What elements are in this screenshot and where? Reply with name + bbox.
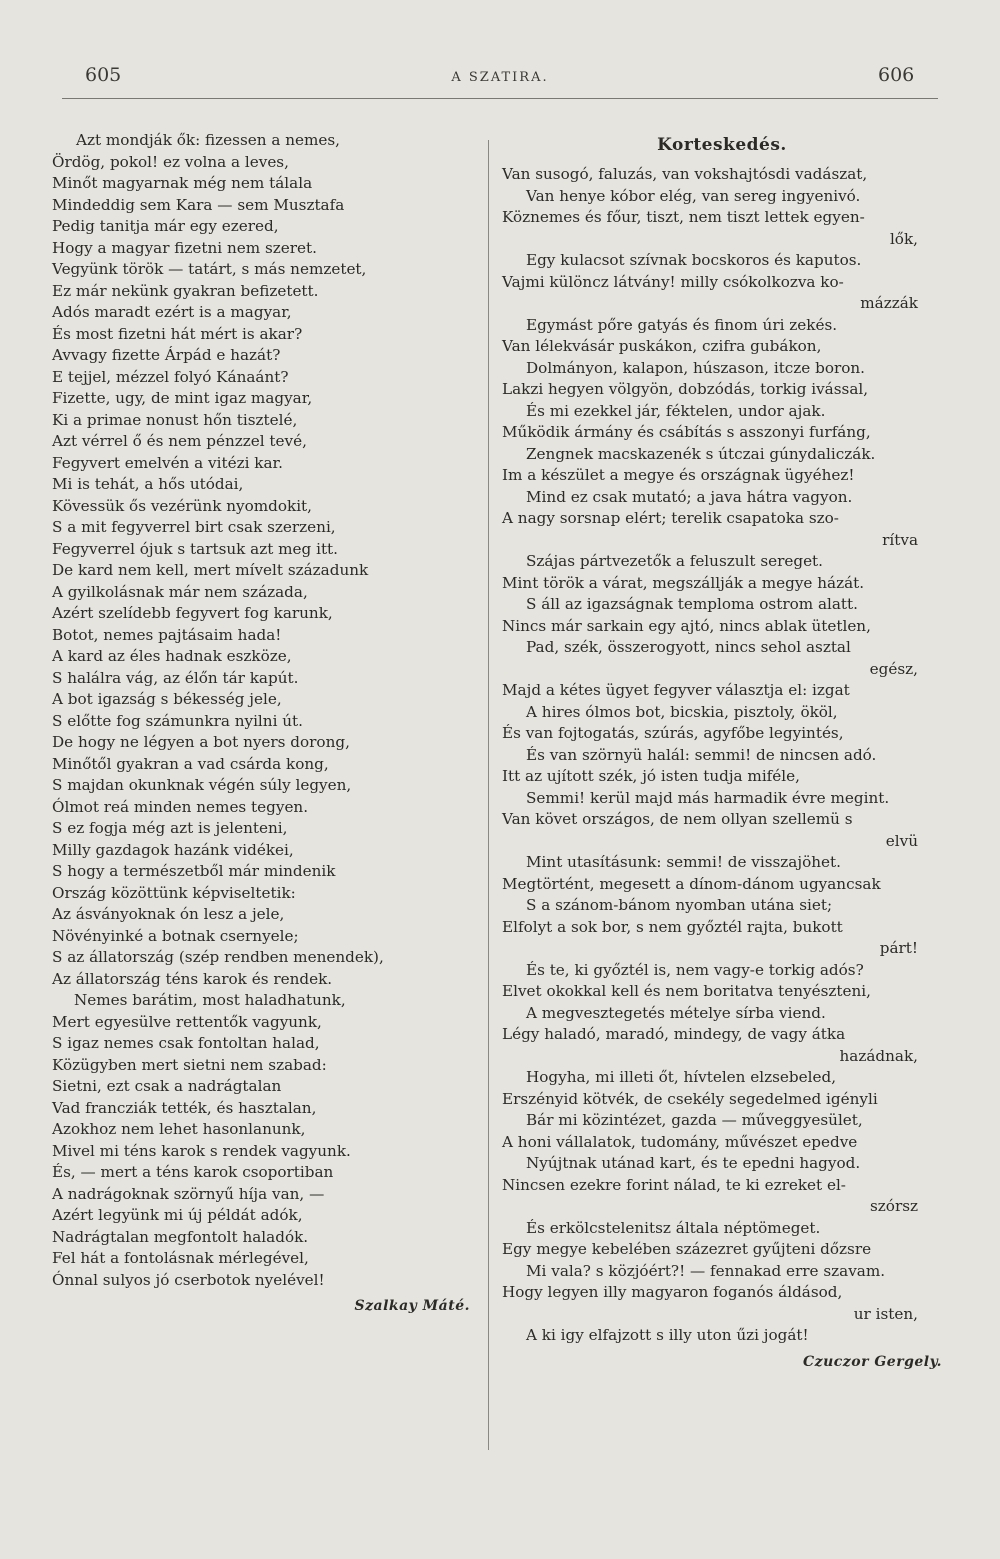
poem-line: Mint utasításunk: semmi! de visszajöhet. [526, 853, 841, 871]
poem-line: Fegyvert emelvén a vitézi kar. [52, 453, 283, 472]
poem-line: Megtörtént, megesett a dínom-dánom ugyancsak [502, 874, 881, 893]
poem-line: A megvesztegetés mételye sírba viend. [526, 1003, 826, 1022]
poem-line: S az állatország (szép rendben menendek), [52, 948, 384, 966]
poem-line: Ez már nekünk gyakran befizetett. [52, 281, 319, 300]
poem-line: Növényinké a botnak csernyele; [52, 926, 299, 945]
poem-line: Ország közöttünk képviseltetik: [52, 883, 296, 902]
poem-line: Majd a kétes ügyet fegyver választja el: izgat [502, 681, 850, 699]
poem-line: Ónnal sulyos jó cserbotok nyelével! [52, 1270, 325, 1289]
poem-line: Ólmot reá minden nemes tegyen. [52, 797, 309, 816]
poem-line: Azért legyünk mi új példát adók, [52, 1206, 303, 1224]
poem-line: Azt vérrel ő és nem pénzzel tevé, [52, 432, 307, 450]
poem-line: Sietni, ezt csak a nadrágtalan [52, 1077, 282, 1095]
poem-line: Lakzi hegyen völgyön, dobzódás, torkig ivással, [502, 380, 869, 398]
poem-line: Vad francziák tették, és hasztalan, [52, 1098, 317, 1117]
poem-line: Pedig tanitja már egy ezered, [52, 217, 279, 235]
poem-line: Nyújtnak utánad kart, és te epedni hagyod. [526, 1154, 861, 1172]
poem-line: Semmi! kerül majd más harmadik évre megint. [526, 788, 890, 807]
poem-line: A nadrágoknak szörnyű híja van, — [52, 1184, 325, 1203]
poem-line: Kövessük ős vezérünk nyomdokit, [52, 496, 312, 515]
poem-line: S igaz nemes csak fontoltan halad, [52, 1034, 320, 1052]
poem-line: lők, [889, 229, 918, 248]
poem-line: A kard az éles hadnak eszköze, [52, 647, 292, 665]
poem-line: szórsz [870, 1197, 918, 1215]
column-divider [488, 140, 489, 1450]
poem-line: S halálra vág, az élőn tár kapút. [52, 668, 299, 687]
poem-line: S hogy a természetből már mindenik [52, 862, 336, 880]
poem-line: hazádnak, [839, 1046, 918, 1065]
poem-line: A hires ólmos bot, bicskia, pisztoly, ököl, [526, 702, 838, 721]
poem-line: Az ásványoknak ón lesz a jele, [52, 905, 285, 923]
poem-line: Zengnek macskazenék s útczai gúnydaliczák. [526, 444, 876, 463]
poem-line: A bot igazság s békesség jele, [52, 690, 282, 708]
poem-line: Minőtől gyakran a vad csárda kong, [52, 754, 329, 773]
right-column-poem [502, 130, 942, 1373]
poem-line: Hogy a magyar fizetni nem szeret. [52, 238, 317, 257]
poem-line: Van henye kóbor elég, van sereg ingyenivó. [526, 186, 861, 205]
poem-line: Vajmi különcz látvány! milly csókolkozva ko- [502, 272, 844, 291]
poem-line: mázzák [860, 294, 918, 312]
poem-line: Elfolyt a sok bor, s nem győztél rajta, bukott [502, 917, 843, 936]
poem-line: Bár mi közintézet, gazda — műveggyesület, [526, 1111, 863, 1129]
poem-line: Hogyha, mi illeti őt, hívtelen elzsebeled, [526, 1068, 837, 1086]
poem-line: egész, [869, 659, 918, 678]
left-column-poem [52, 130, 470, 1317]
header-rule [62, 98, 938, 99]
poem-line: A ki igy elfajzott s illy uton űzi jogát! [526, 1326, 809, 1344]
poem-line: Közügyben mert sietni nem szabad: [52, 1055, 327, 1074]
poem-line: Hogy legyen illy magyaron foganós áldásod, [502, 1283, 843, 1301]
poem-line: Egy megye kebelében százezret gyűjteni dőzsre [502, 1240, 872, 1258]
poem-line: Nemes barátim, most haladhatunk, [74, 991, 346, 1009]
poem-line: Itt az ujított szék, jó isten tudja miféle, [502, 767, 800, 785]
poem-line: Működik ármány és csábítás s asszonyi furfáng, [502, 423, 871, 441]
poem-line: S a mit fegyverrel birt csak szerzeni, [52, 518, 336, 536]
poem-line: De kard nem kell, mert mívelt századunk [52, 561, 369, 579]
poem-line: Mivel mi téns karok s rendek vagyunk. [52, 1141, 351, 1160]
poem-line: És van fojtogatás, szúrás, agyfőbe legyintés, [502, 724, 844, 742]
poem-line: Minőt magyarnak még nem tálala [52, 174, 313, 192]
poem-line: A nagy sorsnap elért; terelik csapatoka szo- [502, 509, 839, 527]
poem-line: Im a készület a megye és országnak ügyéhez! [502, 466, 855, 484]
poem-line: És erkölcstelenitsz általa néptömeget. [526, 1218, 821, 1237]
poem-line: Mint török a várat, megszállják a megye házát. [502, 573, 865, 592]
running-title: A SZATIRA. [451, 70, 549, 85]
page-number-right: 606 [878, 64, 915, 86]
poem-line: Van lélekvásár puskákon, czifra gubákon, [502, 337, 822, 355]
poem-line: Avvagy fizette Árpád e hazát? [52, 346, 281, 364]
poem-line: Elvet okokkal kell és nem boritatva tenyészteni, [502, 982, 871, 1000]
poem-line: És van szörnyü halál: semmi! de nincsen adó. [526, 745, 877, 764]
poem-line: S áll az igazságnak temploma ostrom alatt. [526, 595, 858, 613]
poem-line: Légy haladó, maradó, mindegy, de vagy átka [502, 1025, 846, 1043]
poem-line: Vegyünk török — tatárt, s más nemzetet, [52, 260, 367, 278]
poem-line: Azért szelídebb fegyvert fog karunk, [52, 604, 333, 622]
poem-line: Az állatország téns karok és rendek. [52, 969, 333, 988]
poem-line: És, — mert a téns karok csoportiban [52, 1163, 334, 1181]
poem-line: Van susogó, faluzás, van vokshajtósdi vadászat, [502, 165, 868, 183]
poem-line: Egy kulacsot szívnak bocskoros és kaputos. [526, 251, 862, 269]
poem-line: Ki a primae nonust hőn tisztelé, [52, 410, 298, 429]
poem-line: Adós maradt ezért is a magyar, [52, 303, 292, 321]
poem-line: elvü [885, 831, 918, 850]
poem-line: S ez fogja még azt is jelenteni, [52, 819, 288, 837]
poem-line: Nincs már sarkain egy ajtó, nincs ablak ütetlen, [502, 616, 871, 635]
poem-line: Mi is tehát, a hős utódai, [52, 475, 244, 493]
poem-line: A honi vállalatok, tudomány, művészet epedve [502, 1132, 858, 1151]
poem-line: Dolmányon, kalapon, húszason, itcze boron. [526, 358, 865, 377]
poem-line: rítva [882, 530, 918, 549]
poem-line: De hogy ne légyen a bot nyers dorong, [52, 733, 350, 751]
poem-line: E tejjel, mézzel folyó Kánaánt? [52, 367, 289, 386]
poem-line: párt! [879, 939, 918, 957]
poem-line: Szájas pártvezetők a feluszult sereget. [526, 552, 823, 570]
author-signature: Szalkay Máté. [354, 1298, 470, 1314]
poem-line: Van követ országos, de nem ollyan szellemü s [502, 810, 853, 828]
poem-line: S a szánom-bánom nyomban utána siet; [526, 896, 833, 914]
poem-line: Pad, szék, összerogyott, nincs sehol asztal [526, 638, 851, 656]
poem-line: S előtte fog számunkra nyilni út. [52, 711, 303, 730]
poem-line: Egymást pőre gatyás és finom úri zekés. [526, 315, 838, 334]
poem-line: S majdan okunknak végén súly legyen, [52, 776, 352, 794]
poem-line: Mindeddig sem Kara — sem Musztafa [52, 195, 345, 214]
poem-line: ur isten, [853, 1304, 918, 1323]
poem-line: Azt mondják ők: fizessen a nemes, [76, 131, 341, 149]
poem-line: Ördög, pokol! ez volna a leves, [52, 152, 289, 171]
poem-line: Nincsen ezekre forint nálad, te ki ezreket el- [502, 1175, 846, 1194]
poem-line: Fizette, ugy, de mint igaz magyar, [52, 389, 313, 407]
poem-line: A gyilkolásnak már nem százada, [52, 582, 308, 601]
poem-line: Erszényid kötvék, de csekély segedelmed igényli [502, 1089, 878, 1108]
page-number-left: 605 [85, 64, 122, 86]
poem-line: Milly gazdagok hazánk vidékei, [52, 840, 294, 859]
poem-line: Mert egyesülve rettentők vagyunk, [52, 1012, 322, 1031]
poem-line: Mi vala? s közjóért?! — fennakad erre szavam. [526, 1261, 886, 1280]
poem-line: Nadrágtalan megfontolt haladók. [52, 1227, 309, 1246]
poem-line: És mi ezekkel jár, féktelen, undor ajak. [526, 401, 826, 420]
poem-line: Mind ez csak mutató; a java hátra vagyon. [526, 487, 853, 506]
poem-line: Botot, nemes pajtásaim hada! [52, 625, 282, 644]
poem-line: Köznemes és főur, tiszt, nem tiszt lettek egyen- [502, 208, 865, 226]
poem-line: Fel hát a fontolásnak mérlegével, [52, 1249, 309, 1267]
poem-title: Korteskedés. [657, 135, 787, 155]
author-signature: Czuczor Gergely. [803, 1353, 942, 1370]
poem-line: És most fizetni hát mért is akar? [52, 324, 303, 343]
poem-line: Fegyverrel ójuk s tartsuk azt meg itt. [52, 539, 338, 558]
poem-line: Azokhoz nem lehet hasonlanunk, [52, 1120, 306, 1138]
poem-line: És te, ki győztél is, nem vagy-e torkig adós? [526, 960, 864, 979]
